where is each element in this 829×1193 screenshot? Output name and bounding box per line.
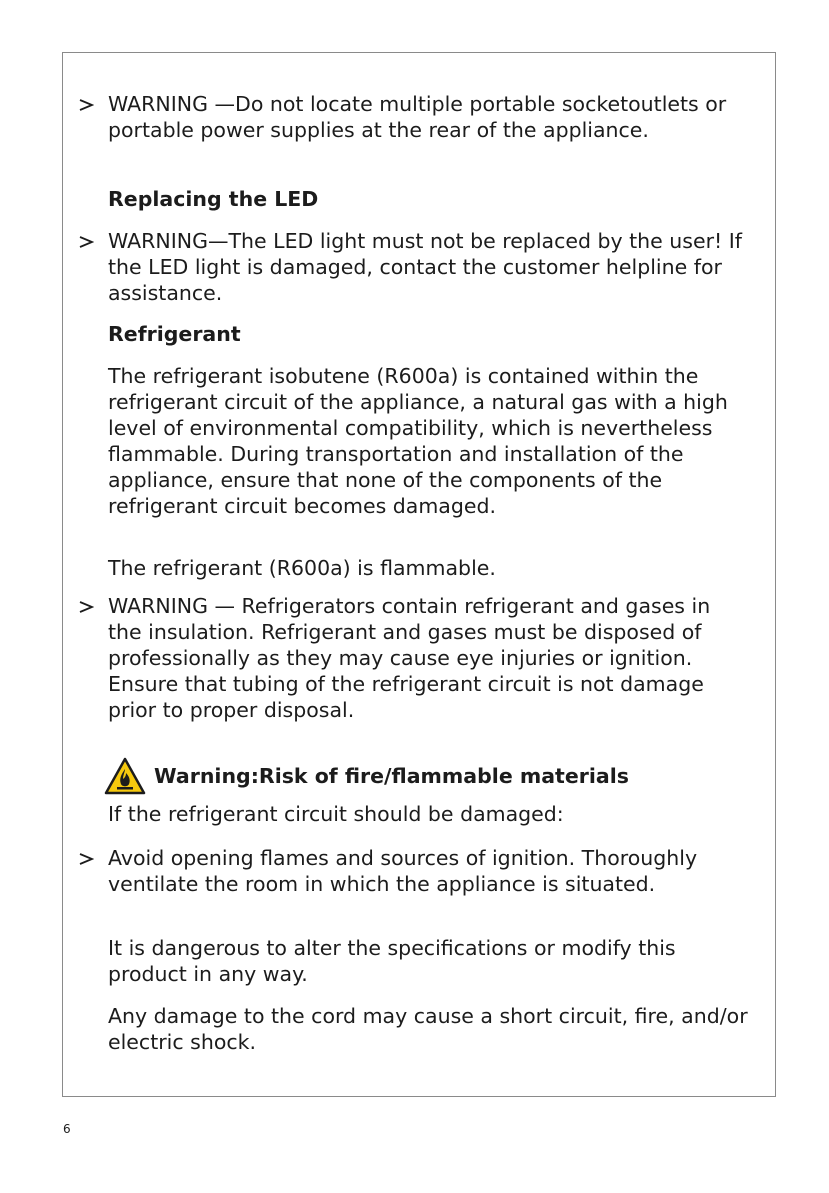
refrigerant-description: The refrigerant isobutene (R600a) is contained within the refrigerant circuit of the appliance, a natural gas with a high level of environmental compatibility, which is nevertheless flammable. During transportation and installation of the appliance, ensure that none of the components of the refrigerant circuit becomes damaged. <box>108 364 728 518</box>
arrowhead-bullet-icon <box>78 97 94 113</box>
avoid-flames-text: Avoid opening flames and sources of ignition. Thoroughly ventilate the room in which the appliance is situated. <box>108 846 698 896</box>
arrowhead-bullet-icon <box>78 851 94 867</box>
modification-warning-text: It is dangerous to alter the specifications or modify this product in any way. <box>108 936 676 986</box>
cord-damage-text: Any damage to the cord may cause a short circuit, fire, and/or electric shock. <box>108 1004 748 1054</box>
fire-warning-triangle-icon <box>104 757 146 795</box>
fire-risk-warning <box>104 756 629 796</box>
warning-sockets-text: WARNING —Do not locate multiple portable socketoutlets or portable power supplies at the rear of the appliance. <box>108 92 727 142</box>
damaged-circuit-intro: If the refrigerant circuit should be damaged: <box>108 802 564 826</box>
heading-refrigerant: Refrigerant <box>108 322 241 346</box>
arrowhead-bullet-icon <box>78 599 94 615</box>
warning-disposal-text: WARNING — Refrigerators contain refrigerant and gases in the insulation. Refrigerant and gases must be disposed of professionally as they may cause eye injuries or ignition. Ensure that tubing of the refrigerant circuit is not damage prior to proper disposal. <box>108 594 711 722</box>
refrigerant-flammable-note: The refrigerant (R600a) is flammable. <box>108 556 496 580</box>
fire-risk-warning-label: Warning:Risk of fire/flammable materials <box>154 764 629 788</box>
page-number: 6 <box>63 1122 71 1136</box>
heading-replacing-led: Replacing the LED <box>108 187 319 211</box>
warning-led-text: WARNING—The LED light must not be replaced by the user! If the LED light is damaged, contact the customer helpline for assistance. <box>108 229 743 305</box>
arrowhead-bullet-icon <box>78 234 94 250</box>
